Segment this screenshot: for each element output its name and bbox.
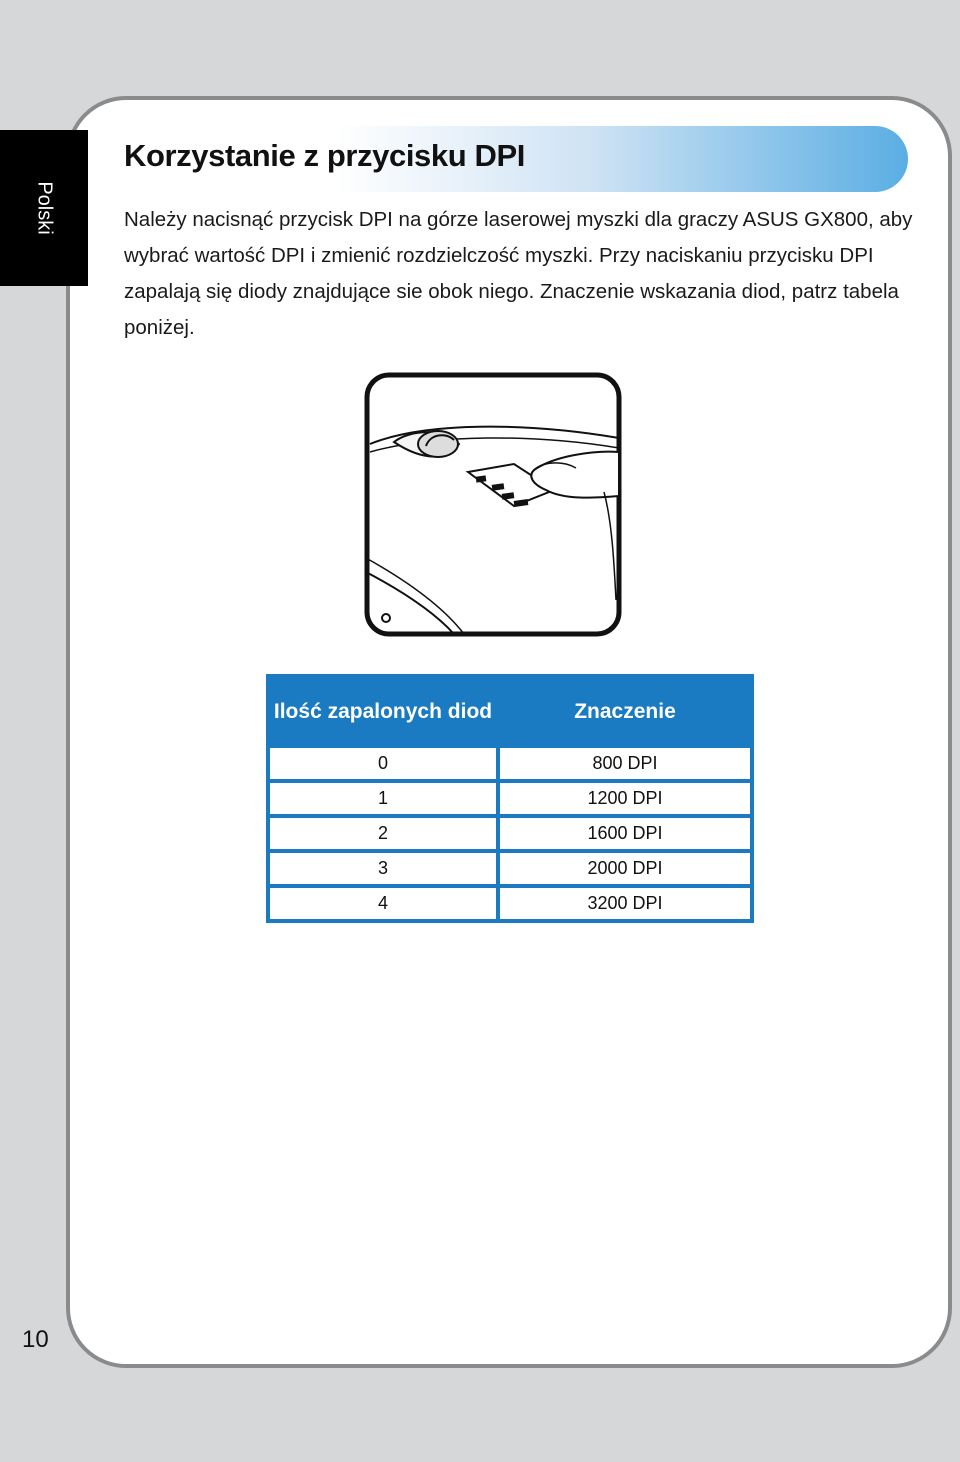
- table-row: [270, 783, 750, 814]
- cell-dpi-value: 2000 DPI: [500, 853, 750, 884]
- cell-dpi-value: 800 DPI: [500, 748, 750, 779]
- header-meaning: Znaczenie: [500, 678, 750, 744]
- language-tab-label: Polski: [33, 181, 56, 235]
- cell-dpi-value: 1200 DPI: [500, 783, 750, 814]
- section-title: Korzystanie z przycisku DPI: [124, 138, 525, 173]
- cell-dpi-value: 1600 DPI: [500, 818, 750, 849]
- table-header-row: [270, 678, 750, 744]
- cell-led-count: 3: [270, 853, 496, 884]
- cell-led-count: 2: [270, 818, 496, 849]
- table-row: [270, 888, 750, 919]
- cell-led-count: 0: [270, 748, 496, 779]
- cell-led-count: 1: [270, 783, 496, 814]
- table-row: [270, 748, 750, 779]
- table-row: [270, 853, 750, 884]
- body-paragraph: Należy nacisnąć przycisk DPI na górze laserowej myszki dla graczy ASUS GX800, aby wybrać wartość DPI i zmienić rozdzielczość myszki. Przy naciskaniu przycisku DPI zapalają się diody znajdujące sie obok niego. Znaczenie wskazania diod, patrz tabela poniżej.: [124, 208, 913, 339]
- header-led-count: Ilość zapalonych diod: [270, 678, 496, 744]
- cell-dpi-value: 3200 DPI: [500, 888, 750, 919]
- cell-led-count: 4: [270, 888, 496, 919]
- table-row: [270, 818, 750, 849]
- dpi-table: [266, 674, 754, 923]
- language-tab: [0, 130, 88, 286]
- page-number: 10: [22, 1326, 49, 1353]
- mouse-dpi-button-illustration: [364, 372, 622, 638]
